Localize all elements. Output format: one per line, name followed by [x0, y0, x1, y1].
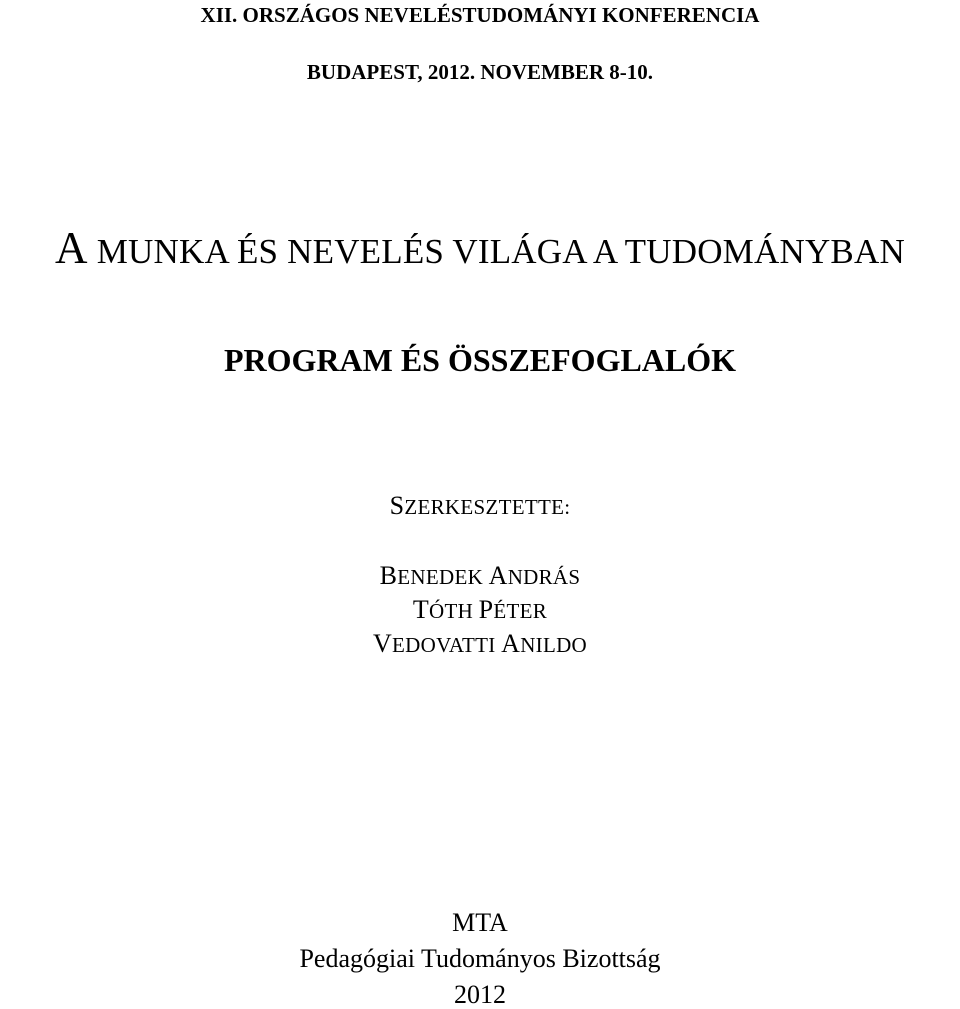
editor-text: NILDO	[520, 633, 588, 657]
title-rest: MUNKA ÉS NEVELÉS VILÁGA A TUDOMÁNYBAN	[87, 232, 905, 271]
editor-initial: P	[478, 595, 494, 624]
editors-label	[0, 493, 960, 519]
editor-initial: V	[372, 629, 393, 658]
title-initial: A	[55, 223, 88, 273]
editors-label-initial: S	[389, 491, 405, 520]
publisher-org: MTA	[452, 908, 508, 937]
editor-text: ÓTH	[429, 599, 479, 623]
editors-label-rest: ZERKESZTETTE:	[404, 495, 571, 519]
conference-place-date: BUDAPEST, 2012. NOVEMBER 8-10.	[306, 60, 654, 84]
editor-text: NDRÁS	[507, 565, 581, 589]
editor-initial: T	[412, 595, 430, 624]
document-title	[0, 223, 960, 273]
editor-name	[0, 597, 960, 623]
editor-initial: A	[488, 561, 508, 590]
editor-name	[0, 563, 960, 589]
editor-initial: B	[379, 561, 398, 590]
editor-text: ÉTER	[493, 599, 548, 623]
editor-text: ENEDEK	[397, 565, 489, 589]
editor-name	[0, 631, 960, 657]
conference-name: XII. ORSZÁGOS NEVELÉSTUDOMÁNYI KONFERENCIA	[200, 3, 760, 27]
publisher-committee: Pedagógiai Tudományos Bizottság	[299, 944, 661, 973]
editor-initial: A	[501, 629, 521, 658]
document-subtitle: PROGRAM ÉS ÖSSZEFOGLALÓK	[223, 342, 737, 378]
publication-year: 2012	[454, 980, 506, 1009]
editor-text: EDOVATTI	[392, 633, 502, 657]
